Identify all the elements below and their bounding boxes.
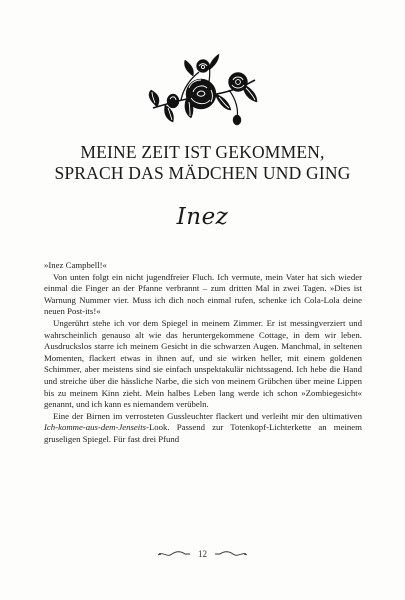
paragraph-4-end: -Look. Passend zur Totenkopf-Lichterkette an meinem gruseligen Spiegel. Für fast drei Pfund bbox=[44, 422, 362, 444]
paragraph-4-italic: Ich-komme-aus-dem-Jenseits bbox=[44, 422, 147, 433]
rose-branch-icon bbox=[143, 50, 263, 130]
chapter-title-line-2: SPRACH DAS MÄDCHEN UND GING bbox=[54, 163, 351, 183]
paragraph-2: Von unten folgt ein nicht jugendfreier Fluch. Ich vermute, mein Vater hat sich wieder einmal die Finger an der Pfanne verbrannt – zum dritten Mal in zwei Tagen. »Dies ist Warnung Nummer vier. Muss ich dich noch einmal rufen, schenke ich Cola-Lola deine neuen Post-its!« bbox=[44, 271, 362, 317]
swash-ornament-icon bbox=[214, 549, 248, 559]
paragraph-4 bbox=[44, 411, 362, 446]
paragraph-4-start: Eine der Birnen im verrosteten Gussleuchter flackert und verleiht mir den ultimativen bbox=[53, 410, 362, 421]
narrator-name: Inez bbox=[176, 204, 229, 230]
swash-ornament-icon bbox=[157, 549, 191, 559]
chapter-body bbox=[44, 260, 362, 446]
paragraph-3: Ungerührt stehe ich vor dem Spiegel in meinem Zimmer. Er ist messingverziert und wahrscheinlich genauso alt wie das heruntergekommene Cottage, in dem wir leben. Ausdruckslos starre ich meinem Gesicht in die schwarzen Augen. Manchmal, in seltenen Momenten, flackert etwas in ihnen auf, und sie wirken heller, mit einem goldenen Schimmer, aber meistens sind sie einfach unspektakulär nichtssagend. Ich hebe die Hand und streiche über die hässliche Narbe, die sich von meinem Grübchen über meine Lippen bis zu meinem Kinn zieht. Mein halbes Leben lang werde ich schon »Zombiegesicht« genannt, und ich kann es niemandem verübeln. bbox=[44, 317, 362, 410]
chapter-title bbox=[20, 142, 385, 184]
paragraph-1: »Inez Campbell!« bbox=[44, 260, 107, 270]
page-footer bbox=[0, 547, 405, 561]
page-number: 12 bbox=[198, 549, 207, 559]
chapter-title-line-1: MEINE ZEIT IST GEKOMMEN, bbox=[80, 142, 325, 162]
